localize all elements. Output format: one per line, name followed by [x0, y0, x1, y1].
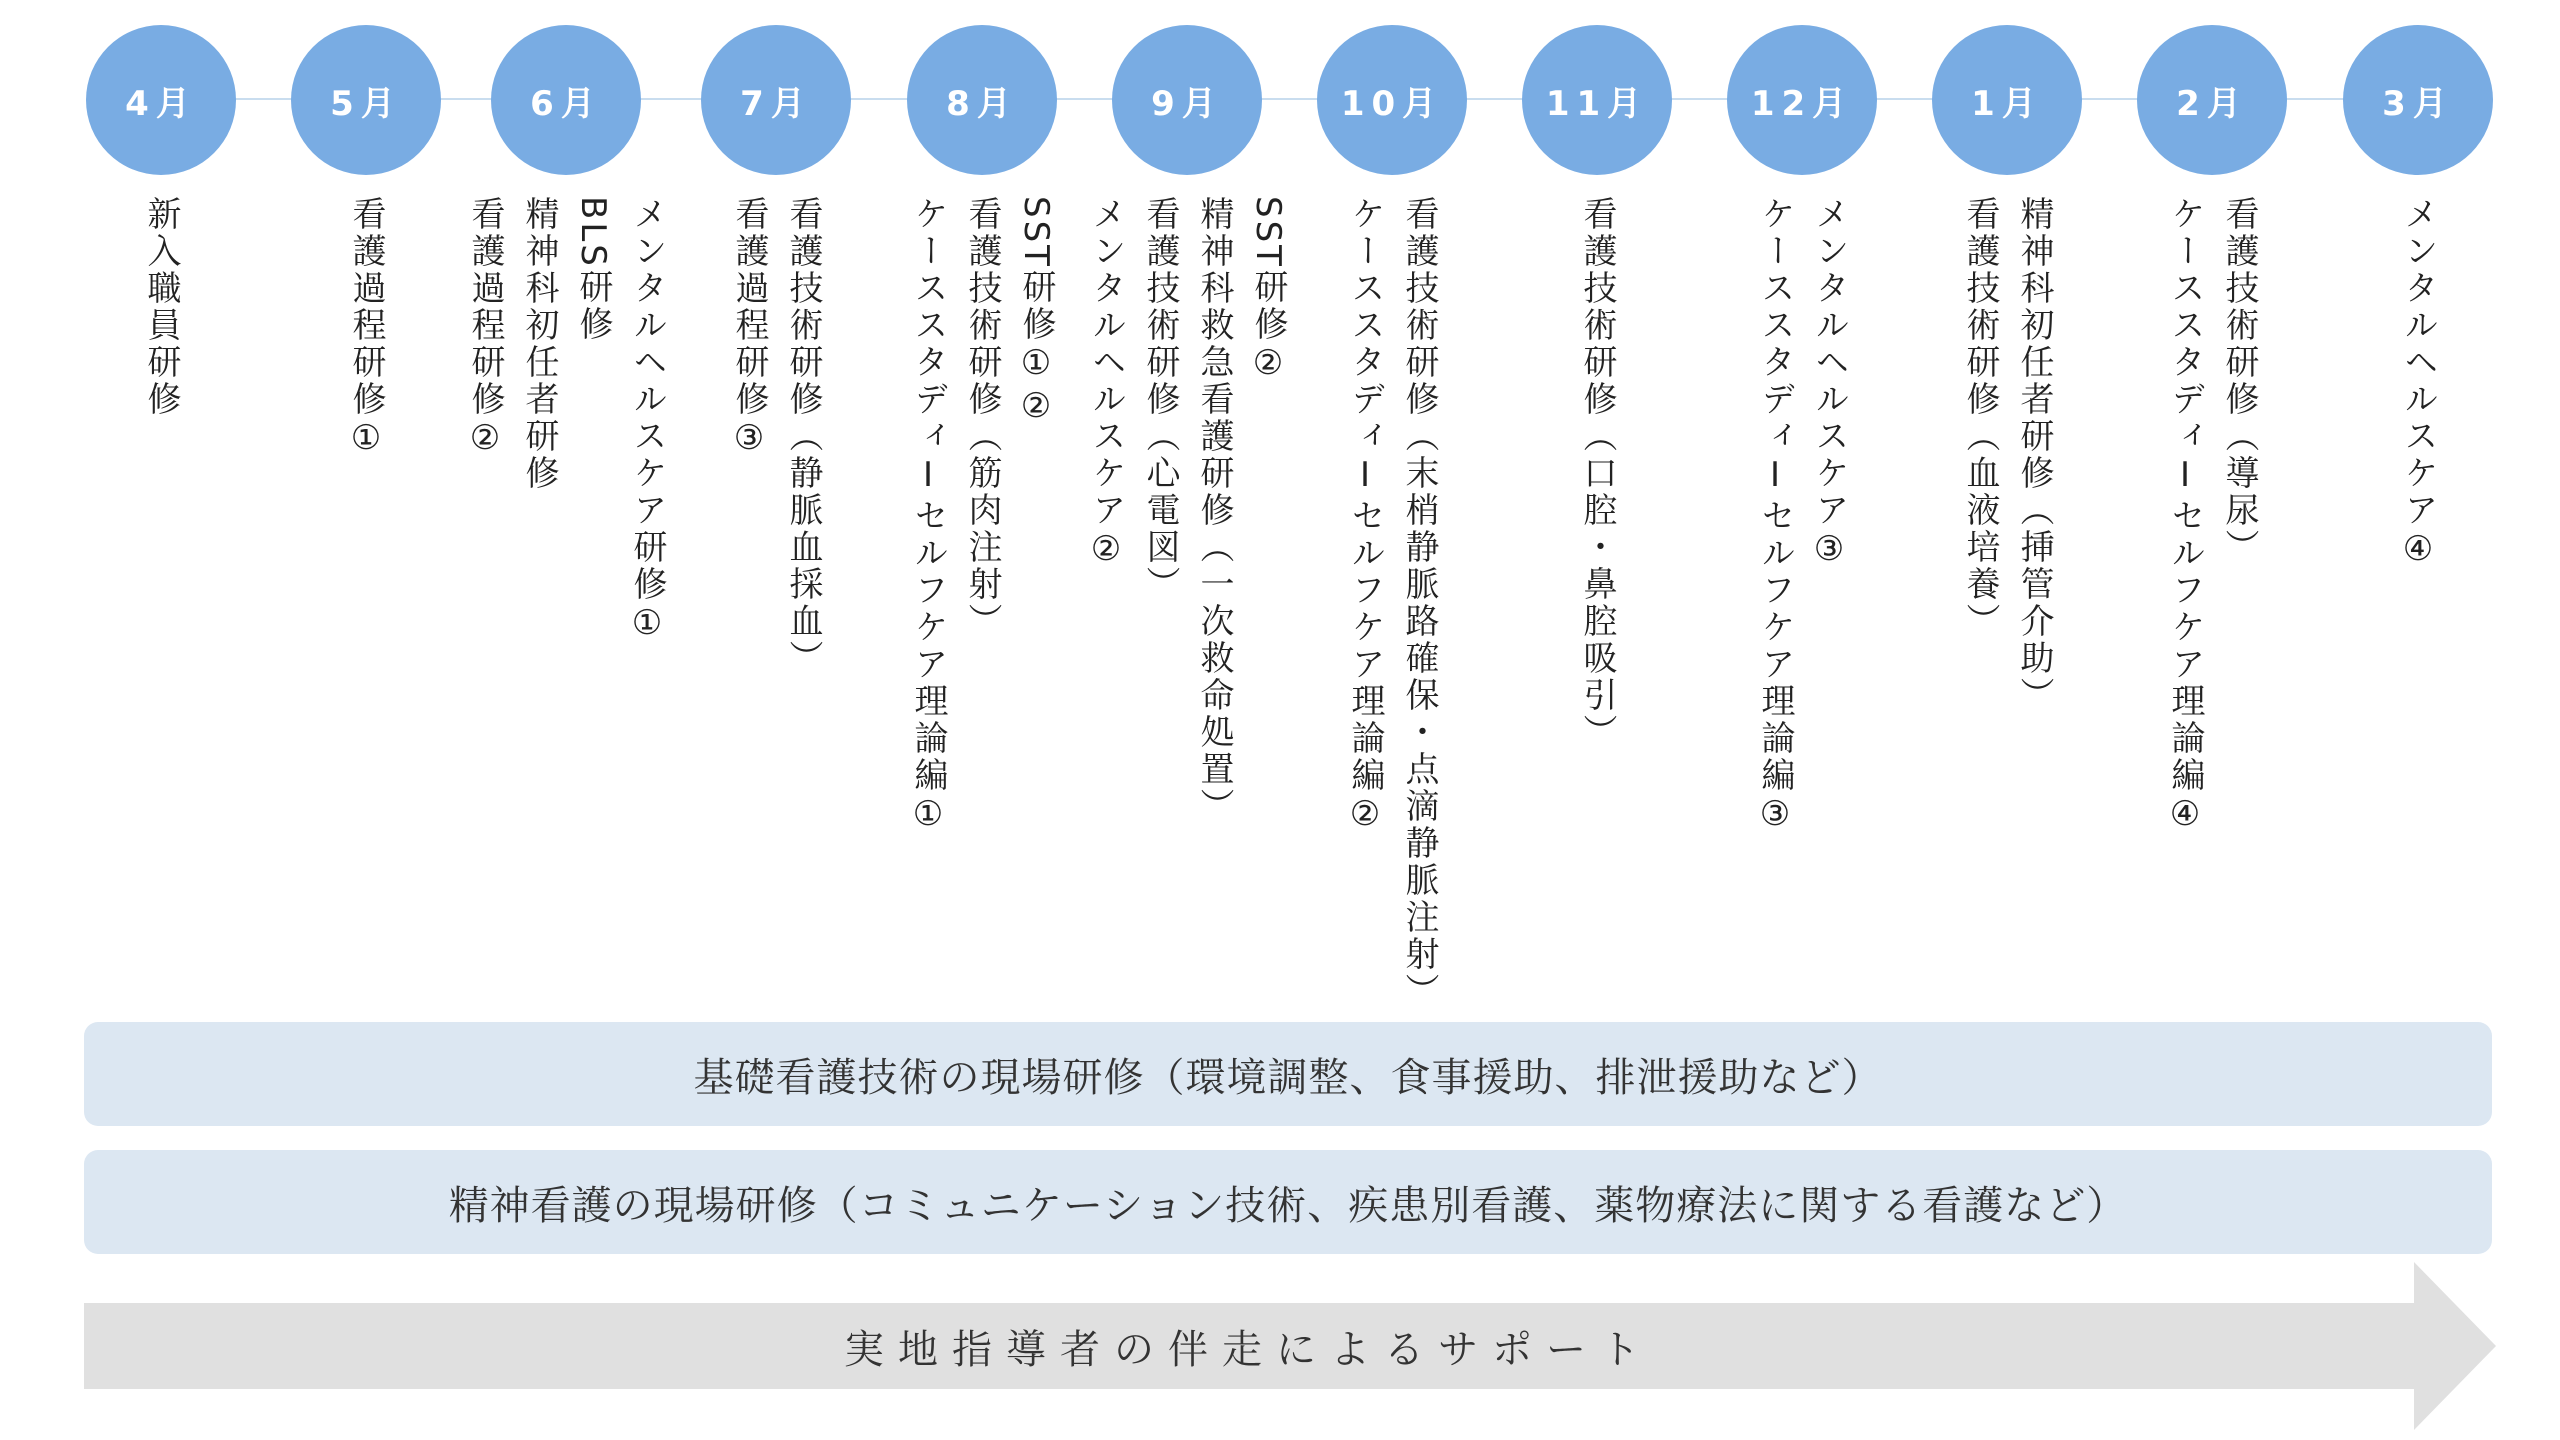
training-item: ケーススタディⅠセルフケア理論編① — [908, 196, 948, 837]
training-item: ケーススタディⅠセルフケア理論編④ — [2165, 196, 2205, 837]
month-circle: 9月 — [1112, 25, 1262, 175]
month-circle: 3月 — [2343, 25, 2493, 175]
month-circle: 10月 — [1317, 25, 1467, 175]
training-item: ケーススタディⅠセルフケア理論編② — [1345, 196, 1385, 837]
psychiatric-nursing-text: 精神看護の現場研修（コミュニケーション技術、疾患別看護、薬物療法に関する看護など） — [448, 1182, 2128, 1229]
training-item: BLS研修 — [573, 196, 613, 343]
training-item: メンタルヘルスケア③ — [1809, 196, 1849, 572]
training-item: 看護過程研修① — [346, 196, 386, 461]
training-item: 看護技術研修（口腔・鼻腔吸引） — [1577, 196, 1617, 751]
training-item: メンタルヘルスケア② — [1086, 196, 1126, 572]
training-item: 看護技術研修（導尿） — [2219, 196, 2259, 566]
training-item: ケーススタディⅠセルフケア理論編③ — [1755, 196, 1795, 837]
training-item: 精神科初任者研修 — [519, 196, 559, 492]
month-circle: 7月 — [701, 25, 851, 175]
training-item: 看護技術研修（静脈血採血） — [783, 196, 823, 677]
training-item: 看護技術研修（心電図） — [1140, 196, 1180, 603]
training-item: メンタルヘルスケア研修① — [627, 196, 667, 646]
training-item: 看護技術研修（末梢静脈路確保・点滴静脈注射） — [1399, 196, 1439, 1010]
month-circle: 4月 — [86, 25, 236, 175]
training-item: 精神科初任者研修（挿管介助） — [2014, 196, 2054, 714]
training-item: メンタルヘルスケア④ — [2398, 196, 2438, 572]
basic-nursing-text: 基礎看護技術の現場研修（環境調整、食事援助、排泄援助など） — [693, 1054, 1883, 1101]
training-item: 看護過程研修② — [465, 196, 505, 461]
month-circle: 2月 — [2137, 25, 2287, 175]
training-item: SST研修①② — [1016, 196, 1056, 429]
month-circle: 6月 — [491, 25, 641, 175]
training-item: 新入職員研修 — [141, 196, 181, 418]
training-item: SST研修② — [1248, 196, 1288, 386]
training-item: 精神科救急看護研修（一次救命処置） — [1194, 196, 1234, 825]
month-circle: 11月 — [1522, 25, 1672, 175]
training-item: 看護過程研修③ — [729, 196, 769, 461]
training-item: 看護技術研修（血液培養） — [1960, 196, 2000, 640]
training-item: 看護技術研修（筋肉注射） — [962, 196, 1002, 640]
month-circle: 1月 — [1932, 25, 2082, 175]
month-circle: 12月 — [1727, 25, 1877, 175]
month-circle: 5月 — [291, 25, 441, 175]
month-circle: 8月 — [907, 25, 1057, 175]
support-arrow-label: 実地指導者の伴走によるサポート — [844, 1326, 1654, 1373]
